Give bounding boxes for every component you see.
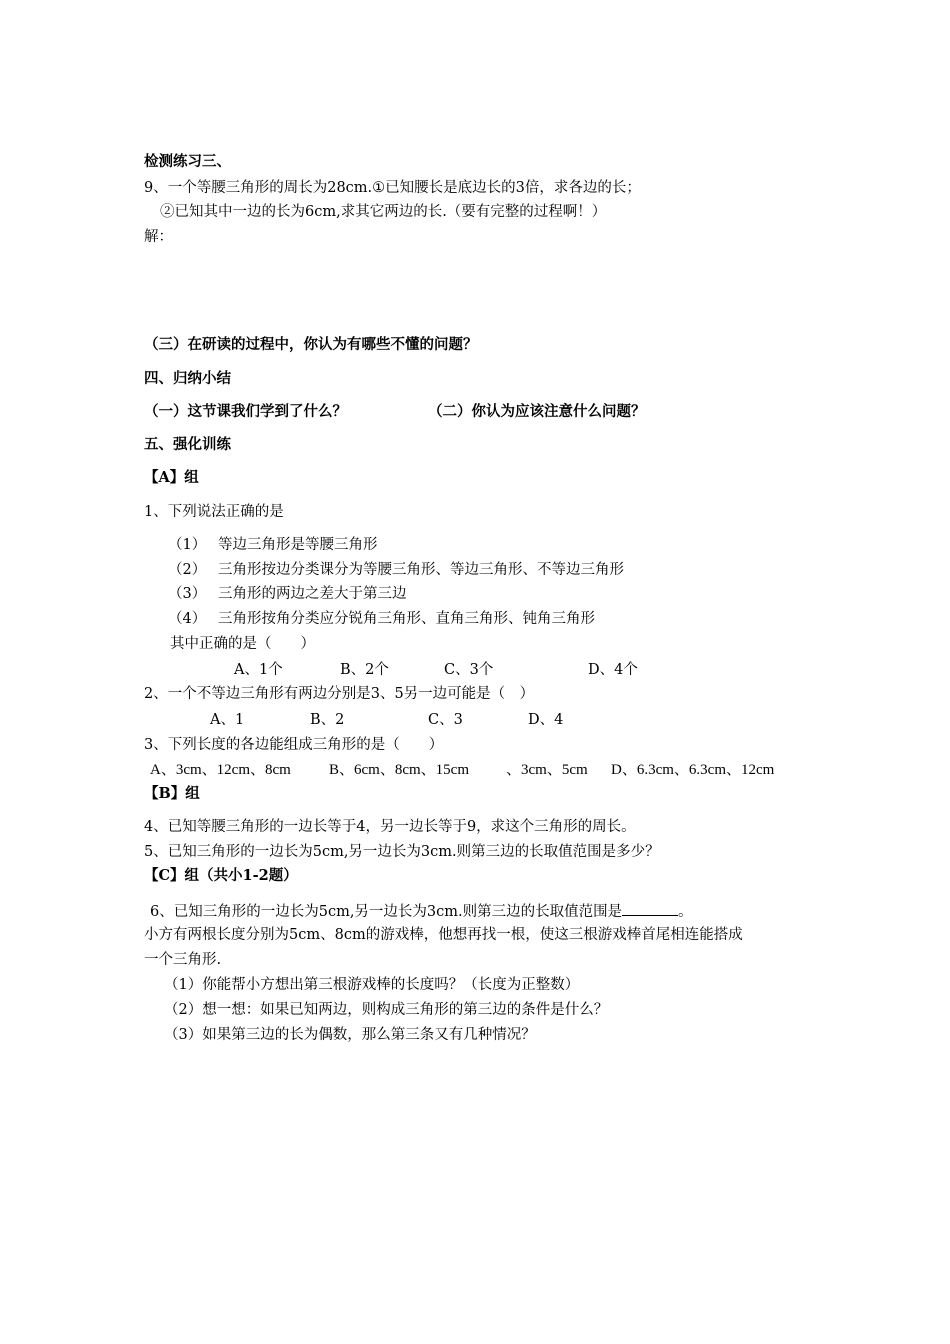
statement-2-text: 三角形按边分类课分为等腰三角形、等边三角形、不等边三角形 [218, 562, 624, 578]
summary-heading: 四、归纳小结 [144, 370, 231, 387]
statement-1-text: 等边三角形是等腰三角形 [218, 537, 378, 553]
question-1-stem: 1、下列说法正确的是 [144, 504, 284, 520]
group-a-label: 【A】组 [144, 469, 199, 486]
question-1-option-b: B、2个 [340, 662, 389, 678]
statement-3-number: （3） [168, 586, 207, 602]
question-6-text: 6、已知三角形的一边长为5cm,另一边长为3cm.则第三边的长取值范围是 [150, 904, 623, 920]
answer-blank[interactable] [622, 901, 678, 916]
question-5: 5、已知三角形的一边长为5cm,另一边长为3cm.则第三边的长取值范围是多少？ [144, 844, 660, 860]
statement-4-number: （4） [168, 611, 207, 627]
question-7-line-1: 小方有两根长度分别为5cm、8cm的游戏棒，他想再找一根，使这三根游戏棒首尾相连能搭成 [144, 927, 743, 943]
sub-question-1: （1）你能帮小方想出第三根游戏棒的长度吗？（长度为正整数） [164, 977, 580, 993]
question-9-line-2: ②已知其中一边的长为6cm,求其它两边的长.（要有完整的过程啊！） [160, 204, 607, 220]
question-6 [150, 901, 693, 921]
question-7-line-2: 一个三角形. [144, 952, 222, 968]
question-2-option-b: B、2 [310, 712, 345, 728]
statement-2-number: （2） [168, 562, 207, 578]
question-2-option-c: C、3 [428, 712, 463, 728]
summary-item-1: （一）这节课我们学到了什么？ [144, 403, 347, 420]
statement-1-number: （1） [168, 537, 207, 553]
question-3-option-a: A、3cm、12cm、8cm [150, 762, 291, 778]
sub-question-2: （2）想一想：如果已知两边，则构成三角形的第三边的条件是什么？ [164, 1002, 609, 1018]
summary-item-2: （二）你认为应该注意什么问题？ [428, 403, 646, 420]
question-3-stem: 3、下列长度的各边能组成三角形的是（ ） [144, 737, 444, 753]
group-b-label: 【B】组 [144, 785, 200, 802]
group-c-label: 【C】组（共小1-2题） [144, 867, 298, 884]
section-title-exercise-3: 检测练习三、 [144, 153, 231, 170]
sub-question-3: （3）如果第三边的长为偶数，那么第三条又有几种情况？ [164, 1027, 536, 1043]
question-2-option-a: A、1 [210, 712, 245, 728]
question-1-ask: 其中正确的是（ ） [170, 636, 315, 652]
statement-4-text: 三角形按角分类应分锐角三角形、直角三角形、钝角三角形 [218, 611, 595, 627]
question-2-stem: 2、一个不等边三角形有两边分别是3、5另一边可能是（ ） [144, 686, 535, 702]
question-1-option-c: C、3个 [444, 662, 494, 678]
question-prompt-heading: （三）在研读的过程中，你认为有哪些不懂的问题？ [144, 336, 478, 353]
training-heading: 五、强化训练 [144, 436, 231, 453]
question-3-option-b: B、6cm、8cm、15cm [329, 762, 469, 778]
question-3-option-d: D、6.3cm、6.3cm、12cm [611, 762, 775, 778]
answer-label: 解： [144, 229, 173, 245]
statement-3-text: 三角形的两边之差大于第三边 [218, 586, 407, 602]
question-1-option-a: A、1个 [234, 662, 283, 678]
question-6-end: 。 [678, 904, 693, 920]
question-2-option-d: D、4 [528, 712, 564, 728]
question-3-option-c: 、3cm、5cm [506, 762, 588, 778]
question-4: 4、已知等腰三角形的一边长等于4，另一边长等于9，求这个三角形的周长。 [144, 819, 636, 835]
question-9-line-1: 9、一个等腰三角形的周长为28cm.①已知腰长是底边长的3倍，求各边的长； [144, 180, 641, 196]
question-1-option-d: D、4个 [588, 662, 638, 678]
